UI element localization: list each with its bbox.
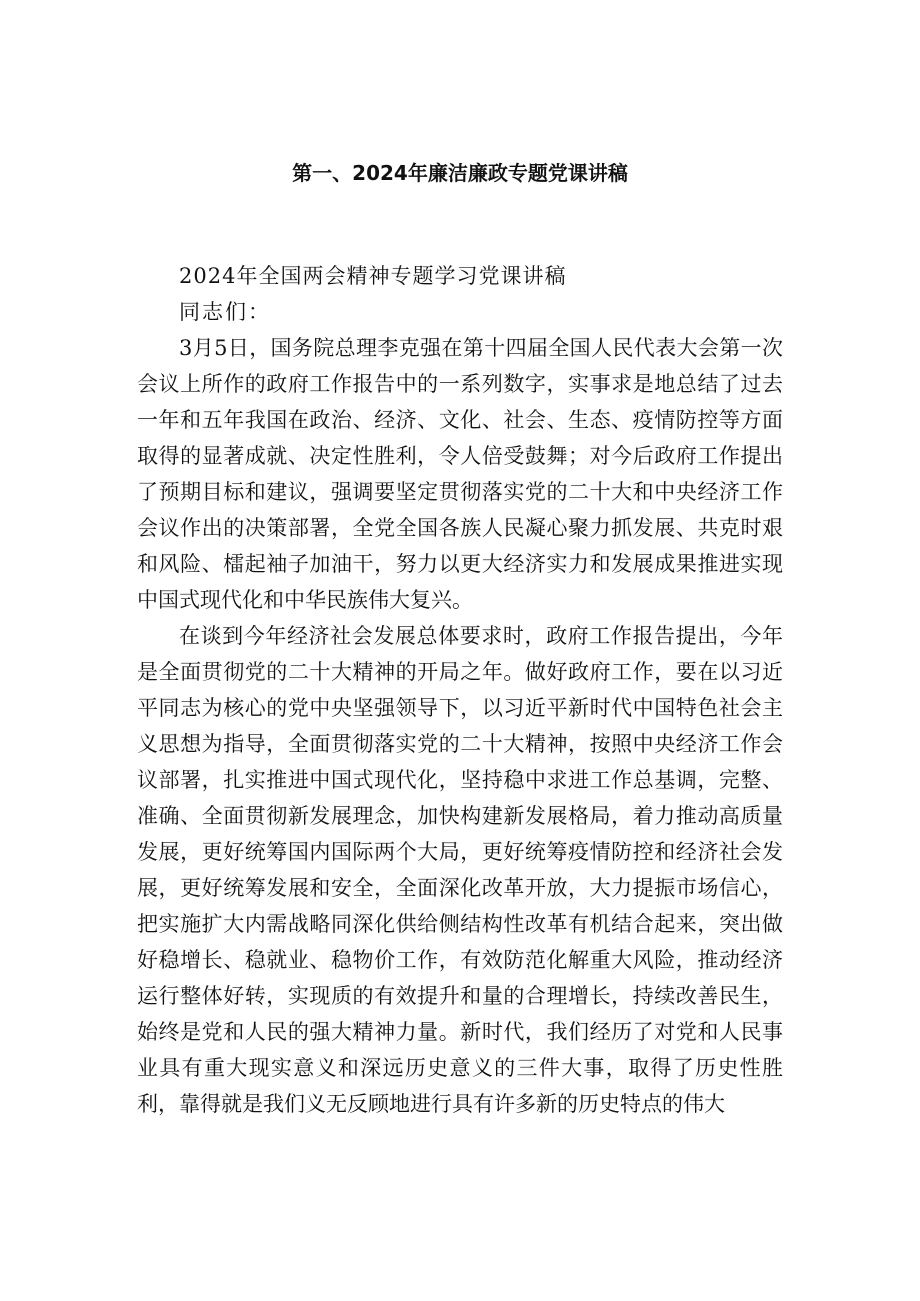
body-paragraph: 在谈到今年经济社会发展总体要求时，政府工作报告提出，今年是全面贯彻党的二十大精神的开局之年。做好政府工作，要在以习近平同志为核心的党中央坚强领导下，以习近平新时代中国特色社会主义思想为指导，全面贯彻落实党的二十大精神，按照中央经济工作会议部署，扎实推进中国式现代化，坚持稳中求进工作总基调，完整、准确、全面贯彻新发展理念，加快构建新发展格局，着力推动高质量发展，更好统筹国内国际两个大局，更好统筹疫情防控和经济社会发展，更好统筹发展和安全，全面深化改革开放，大力提振市场信心，把实施扩大内需战略同深化供给侧结构性改革有机结合起来，突出做好稳增长、稳就业、稳物价工作，有效防范化解重大风险，推动经济运行整体好转，实现质的有效提升和量的合理增长，持续改善民生，始终是党和人民的强大精神力量。新时代，我们经历了对党和人民事业具有重大现实意义和深远历史意义的三件大事，取得了历史性胜利，靠得就是我们义无反顾地进行具有许多新的历史特点的伟大: [137, 624, 783, 1116]
body-paragraph: 3月5日，国务院总理李克强在第十四届全国人民代表大会第一次会议上所作的政府工作报告中的一系列数字，实事求是地总结了过去一年和五年我国在政治、经济、文化、社会、生态、疫情防控等方面取得的显著成就、决定性胜利，令人倍受鼓舞；对今后政府工作提出了预期目标和建议，强调要坚定贯彻落实党的二十大和中央经济工作会议作出的决策部署，全党全国各族人民凝心聚力抓发展、共克时艰和风险、檑起袖子加油干，努力以更大经济实力和发展成果推进实现中国式现代化和中华民族伟大复兴。: [137, 336, 783, 612]
salutation: 同志们：: [179, 300, 271, 324]
document-title: 第一、2024年廉洁廉政专题党课讲稿: [292, 161, 628, 185]
document-body: [137, 258, 783, 1122]
document-subtitle: 2024年全国两会精神专题学习党课讲稿: [179, 264, 567, 288]
